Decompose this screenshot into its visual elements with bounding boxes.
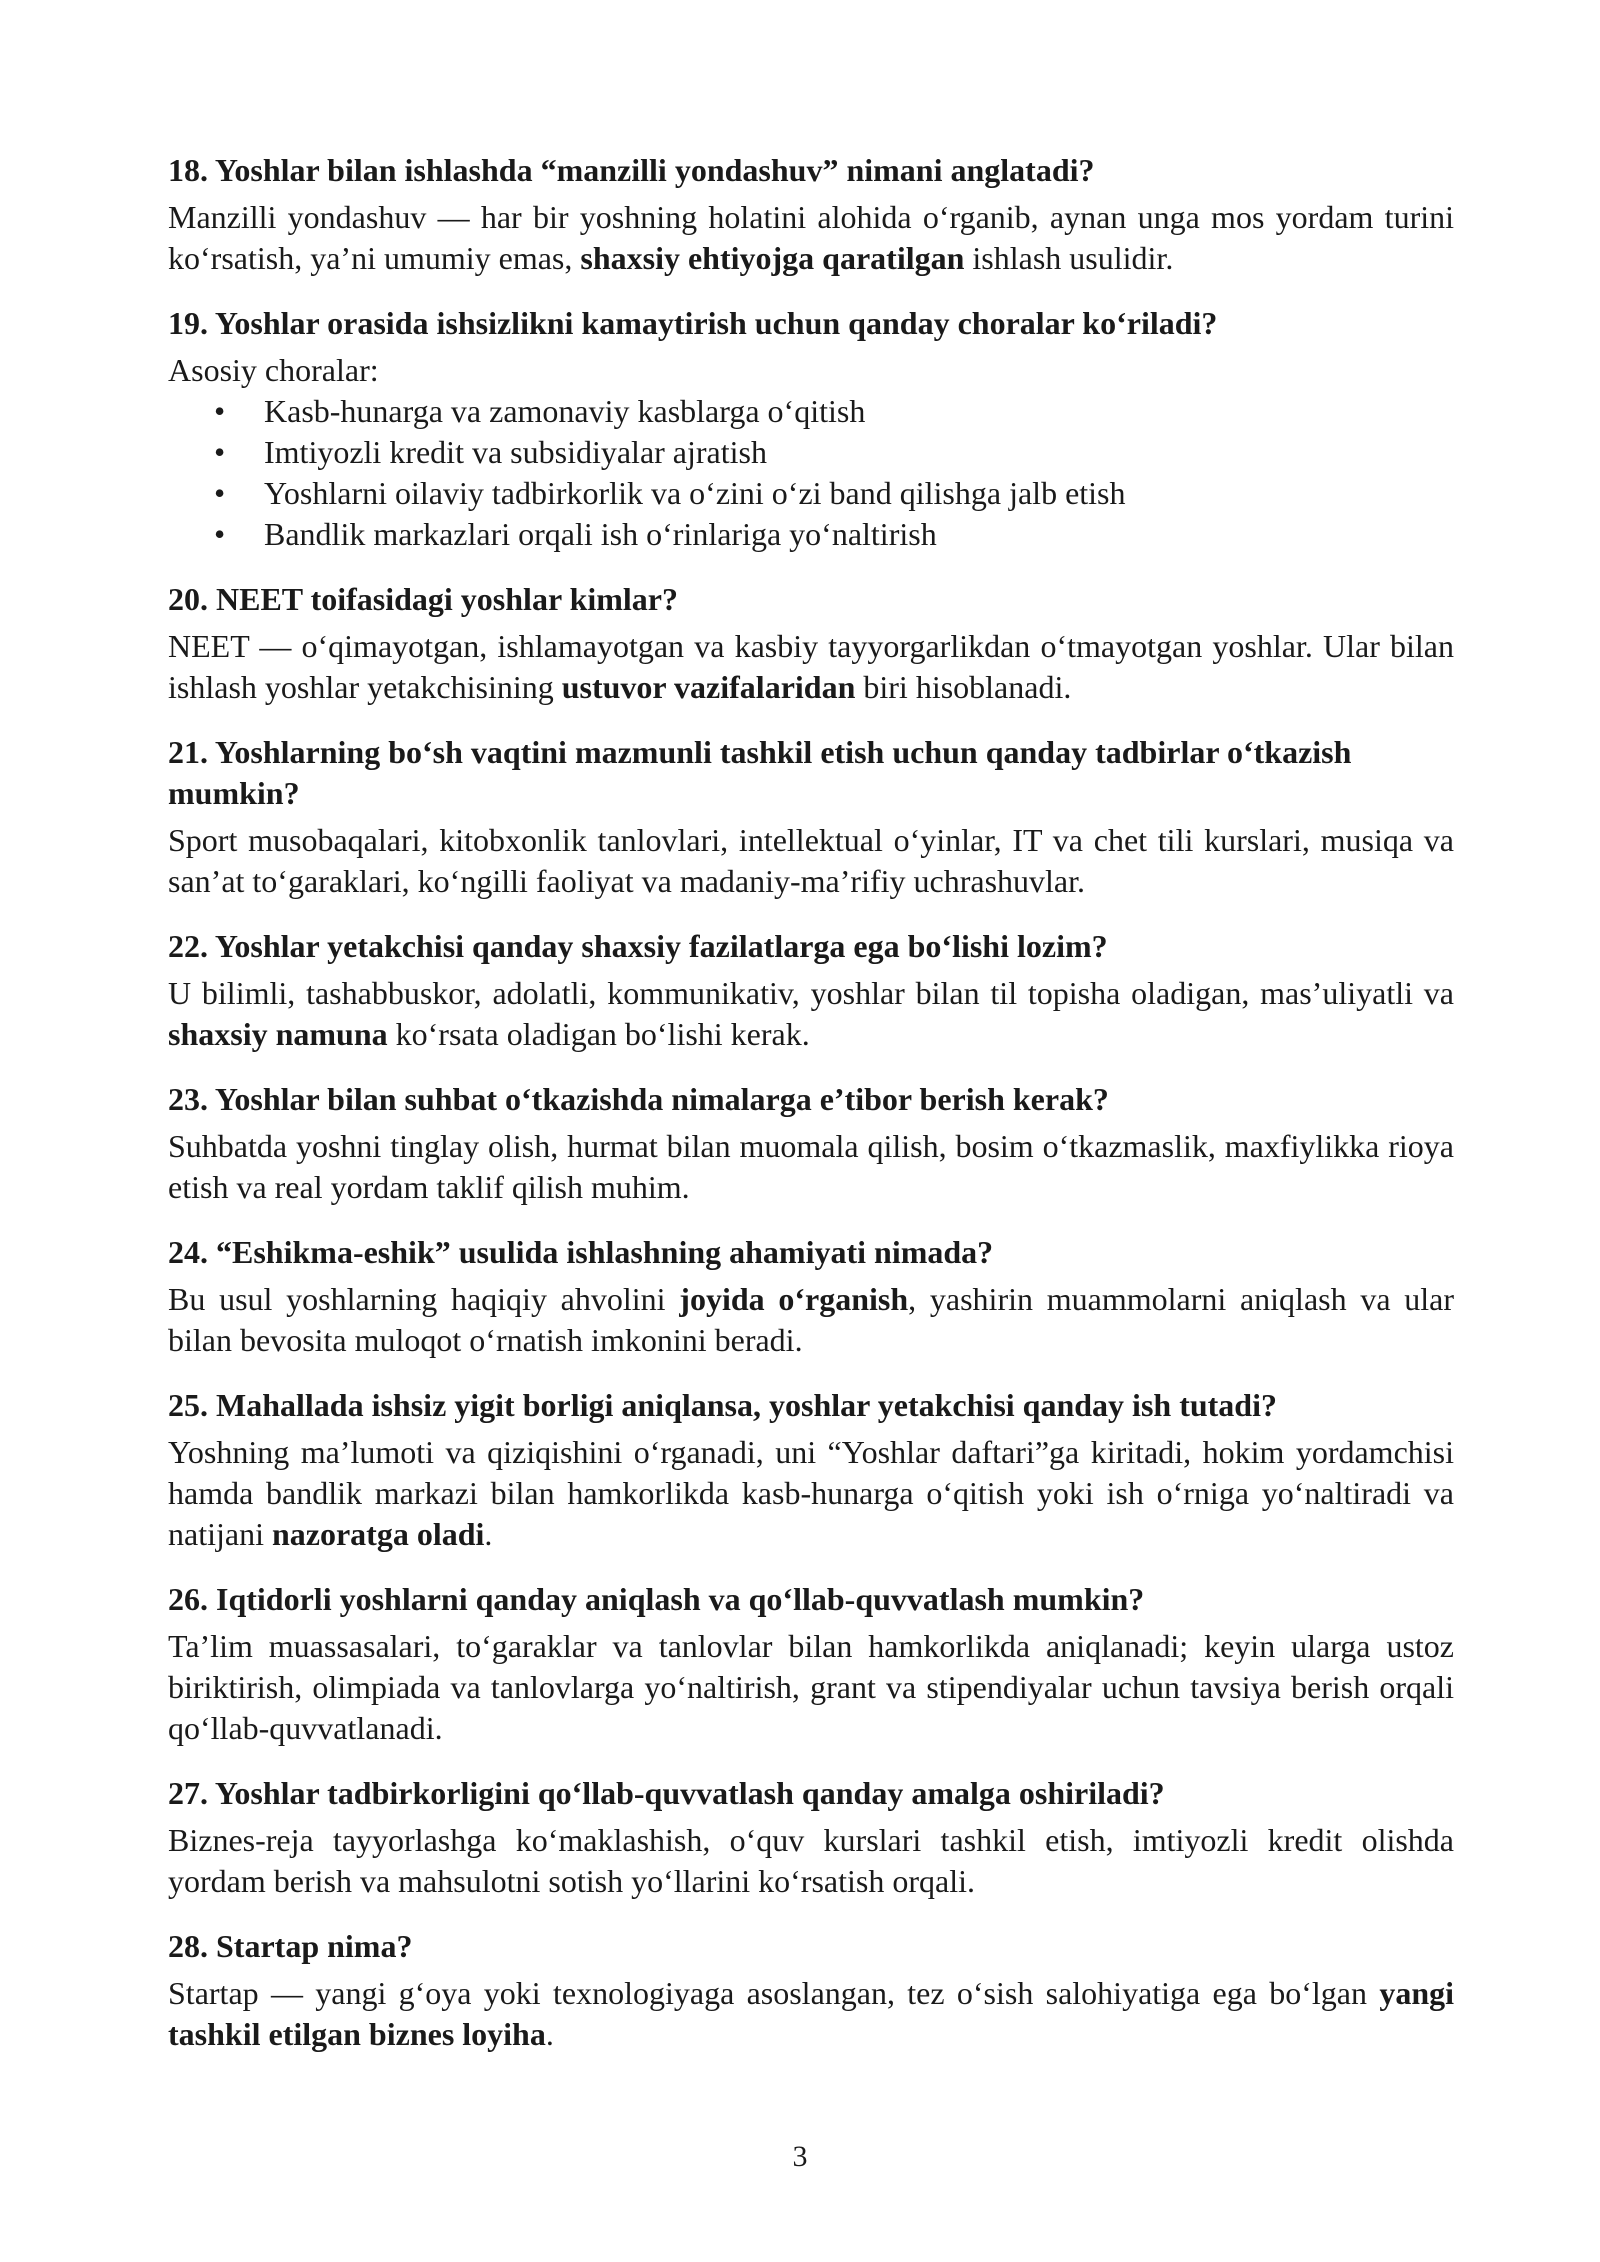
bullet-item <box>168 391 1454 432</box>
answer-bold-text: shaxsiy namuna <box>168 1016 388 1052</box>
answer-text <box>168 626 1454 708</box>
qa-item <box>168 732 1454 902</box>
question-heading: 27. Yoshlar tadbirkorligini qoʻllab-quvvatlash qanday amalga oshiriladi? <box>168 1775 1165 1811</box>
bullet-icon: • <box>214 516 226 552</box>
answer-text <box>168 1279 1454 1361</box>
answer-text-segment: biri hisoblanadi. <box>855 669 1072 705</box>
answer-text <box>168 1432 1454 1555</box>
answer-bold-text: shaxsiy ehtiyojga qaratilgan <box>580 240 965 276</box>
bullet-item <box>168 432 1454 473</box>
answer-text-segment: koʻrsata oladigan boʻlishi kerak. <box>387 1016 810 1052</box>
qa-item <box>168 1926 1454 2055</box>
question-heading: 24. “Eshikma-eshik” usulida ishlashning ahamiyati nimada? <box>168 1234 994 1270</box>
question-heading: 25. Mahallada ishsiz yigit borligi aniqlansa, yoshlar yetakchisi qanday ish tutadi? <box>168 1387 1277 1423</box>
answer-bold-text: joyida oʻrganish <box>679 1281 909 1317</box>
bullet-icon: • <box>214 434 226 470</box>
qa-list <box>168 150 1454 2055</box>
answer-text <box>168 1626 1454 1749</box>
qa-item <box>168 1385 1454 1555</box>
answer-text <box>168 973 1454 1055</box>
bullet-icon: • <box>214 393 226 429</box>
answer-text <box>168 197 1454 279</box>
answer-text-segment: Sport musobaqalari, kitobxonlik tanlovlari, intellektual oʻyinlar, IT va chet tili kurslari, musiqa va sanʼat toʻgaraklari, koʻngilli faoliyat va madaniy-maʼrifiy uchrashuvlar. <box>168 822 1454 899</box>
answer-text-segment: Yoshning maʼlumoti va qiziqishini oʻrganadi, uni “Yoshlar daftari”ga kiritadi, hokim yordamchisi hamda bandlik markazi bilan hamkorlikda kasb-hunarga oʻqitish yoki ish oʻrniga yoʻnaltiradi va natijani <box>168 1434 1454 1552</box>
qa-item <box>168 150 1454 279</box>
answer-bold-text: yangi tashkil etilgan biznes loyiha <box>168 1975 1454 2052</box>
answer-text <box>168 1126 1454 1208</box>
question-heading: 21. Yoshlarning boʻsh vaqtini mazmunli tashkil etish uchun qanday tadbirlar oʻtkazish mumkin? <box>168 734 1352 811</box>
question-heading: 20. NEET toifasidagi yoshlar kimlar? <box>168 581 678 617</box>
question-heading: 23. Yoshlar bilan suhbat oʻtkazishda nimalarga eʼtibor berish kerak? <box>168 1081 1109 1117</box>
qa-item <box>168 1232 1454 1361</box>
answer-text-segment: Startap — yangi gʻoya yoki texnologiyaga asoslangan, tez oʻsish salohiyatiga ega boʻlgan <box>168 1975 1380 2011</box>
bullet-item <box>168 514 1454 555</box>
bullet-text: Kasb-hunarga va zamonaviy kasblarga oʻqitish <box>264 393 866 429</box>
question-heading: 22. Yoshlar yetakchisi qanday shaxsiy fazilatlarga ega boʻlishi lozim? <box>168 928 1108 964</box>
qa-item <box>168 926 1454 1055</box>
qa-item <box>168 303 1454 555</box>
qa-item <box>168 579 1454 708</box>
question-heading: 18. Yoshlar bilan ishlashda “manzilli yondashuv” nimani anglatadi? <box>168 152 1095 188</box>
question-heading: 28. Startap nima? <box>168 1928 413 1964</box>
answer-text-segment: . <box>484 1516 493 1552</box>
answer-text-segment: ishlash usulidir. <box>964 240 1174 276</box>
answer-text-segment: Suhbatda yoshni tinglay olish, hurmat bilan muomala qilish, bosim oʻtkazmaslik, maxfiylikka rioya etish va real yordam taklif qilish muhim. <box>168 1128 1454 1205</box>
answer-text-segment: U bilimli, tashabbuskor, adolatli, kommunikativ, yoshlar bilan til topisha oladigan, masʼuliyatli va <box>168 975 1454 1011</box>
answer-lead: Asosiy choralar: <box>168 352 379 388</box>
qa-item <box>168 1079 1454 1208</box>
bullet-text: Yoshlarni oilaviy tadbirkorlik va oʻzini oʻzi band qilishga jalb etish <box>264 475 1126 511</box>
answer-text-segment: NEET — oʻqimayotgan, ishlamayotgan va kasbiy tayyorgarlikdan oʻtmayotgan yoshlar. Ular bilan ishlash yoshlar yetakchisining <box>168 628 1454 705</box>
answer-text-segment: Biznes-reja tayyorlashga koʻmaklashish, oʻquv kurslari tashkil etish, imtiyozli kredit olishda yordam berish va mahsulotni sotish yoʻllarini koʻrsatish orqali. <box>168 1822 1454 1899</box>
answer-text <box>168 1820 1454 1902</box>
bullet-item <box>168 473 1454 514</box>
question-heading: 26. Iqtidorli yoshlarni qanday aniqlash va qoʻllab-quvvatlash mumkin? <box>168 1581 1145 1617</box>
answer-text <box>168 820 1454 902</box>
answer-bold-text: ustuvor vazifalaridan <box>561 669 856 705</box>
answer-bold-text: nazoratga oladi <box>271 1516 485 1552</box>
answer-text-segment: , yashirin muammolarni aniqlash va ular bilan bevosita muloqot oʻrnatish imkonini beradi. <box>168 1281 1455 1358</box>
qa-item <box>168 1579 1454 1749</box>
qa-item <box>168 1773 1454 1902</box>
page-number: 3 <box>792 2140 808 2173</box>
answer-text <box>168 1973 1454 2055</box>
bullet-list <box>168 391 1454 555</box>
answer-text-segment: Bu usul yoshlarning haqiqiy ahvolini <box>168 1281 680 1317</box>
bullet-text: Bandlik markazlari orqali ish oʻrinlariga yoʻnaltirish <box>264 516 937 552</box>
document-page <box>168 150 1454 2079</box>
bullet-text: Imtiyozli kredit va subsidiyalar ajratish <box>264 434 767 470</box>
question-heading: 19. Yoshlar orasida ishsizlikni kamaytirish uchun qanday choralar koʻriladi? <box>168 305 1218 341</box>
answer-text-segment: Manzilli yondashuv — har bir yoshning holatini alohida oʻrganib, aynan unga mos yordam turini koʻrsatish, yaʼni umumiy emas, <box>168 199 1454 276</box>
bullet-icon: • <box>214 475 226 511</box>
answer-text-segment: Taʼlim muassasalari, toʻgaraklar va tanlovlar bilan hamkorlikda aniqlanadi; keyin ularga ustoz biriktirish, olimpiada va tanlovlarga yoʻnaltirish, grant va stipendiyalar uchun tavsiya berish orqali qoʻllab-quvvatlanadi. <box>168 1628 1454 1746</box>
answer-text-segment: . <box>545 2016 554 2052</box>
